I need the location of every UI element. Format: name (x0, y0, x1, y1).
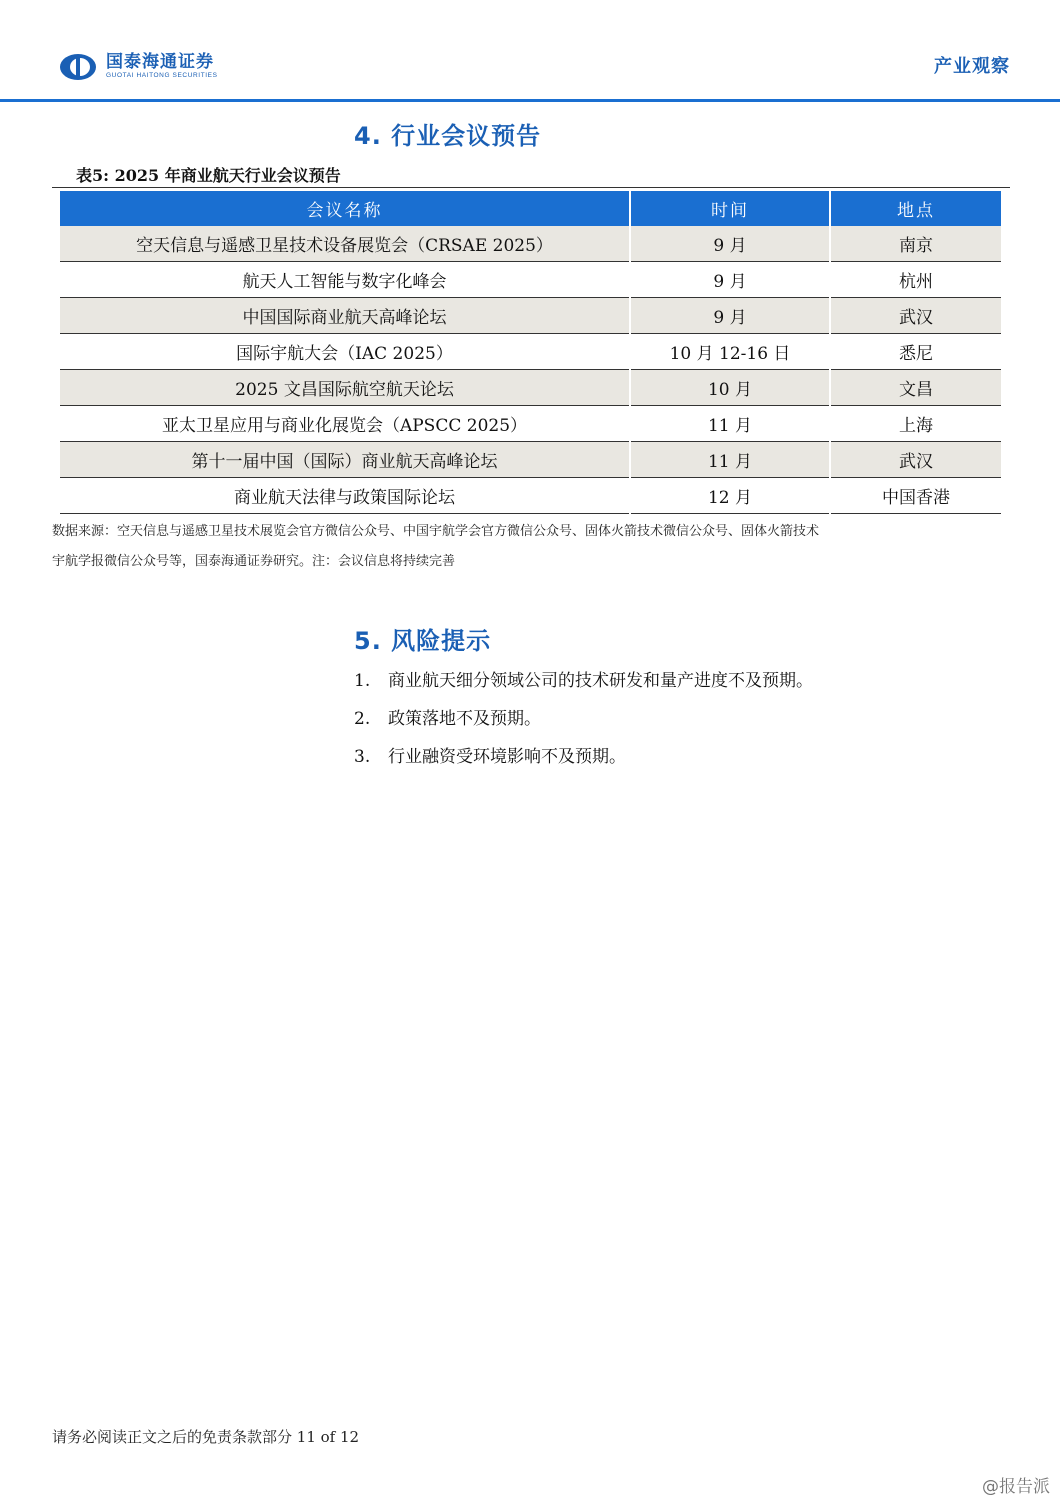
conference-time-cell: 12 月 (630, 478, 830, 514)
table-row (60, 406, 1001, 442)
table-row (60, 370, 1001, 406)
conference-name-cell: 商业航天法律与政策国际论坛 (60, 478, 630, 514)
logo-english-text: GUOTAI HAITONG SECURITIES (106, 72, 218, 79)
table-source-note (52, 517, 1007, 577)
page-header (0, 0, 1060, 104)
conference-location-cell: 文昌 (830, 370, 1001, 406)
table-row (60, 478, 1001, 514)
conference-location-cell: 杭州 (830, 262, 1001, 298)
footer-disclaimer: 请务必阅读正文之后的免责条款部分 11 of 12 (52, 1428, 360, 1446)
company-logo (58, 52, 218, 82)
conference-name-cell: 第十一届中国（国际）商业航天高峰论坛 (60, 442, 630, 478)
conference-location-cell: 上海 (830, 406, 1001, 442)
watermark: @报告派 (982, 1477, 1050, 1497)
conference-name-cell: 亚太卫星应用与商业化展览会（APSCC 2025） (60, 406, 630, 442)
table-top-rule (52, 187, 1010, 188)
risk-list (354, 666, 813, 780)
conference-location-cell: 武汉 (830, 298, 1001, 334)
conference-location-cell: 武汉 (830, 442, 1001, 478)
section-4-title: 4. 行业会议预告 (354, 122, 542, 150)
column-header-location: 地点 (830, 191, 1001, 226)
source-line-1: 数据来源：空天信息与遥感卫星技术展览会官方微信公众号、中国宇航学会官方微信公众号、固体火箭技术微信公众号、固体火箭技术 (52, 524, 820, 539)
table-caption: 表5: 2025 年商业航天行业会议预告 (76, 166, 341, 185)
conference-time-cell: 9 月 (630, 298, 830, 334)
list-item-number: 3. (354, 747, 371, 767)
report-category: 产业观察 (934, 56, 1010, 77)
conference-time-cell: 10 月 (630, 370, 830, 406)
list-item-text: 商业航天细分领域公司的技术研发和量产进度不及预期。 (388, 671, 813, 691)
list-item-number: 2. (354, 709, 371, 729)
table-header-row (60, 191, 1001, 226)
table-row (60, 442, 1001, 478)
conference-time-cell: 11 月 (630, 406, 830, 442)
list-item (354, 742, 813, 780)
column-header-time: 时间 (630, 191, 830, 226)
list-item-text: 政策落地不及预期。 (388, 709, 541, 729)
logo-chinese-text: 国泰海通证券 (106, 52, 214, 72)
table-row (60, 334, 1001, 370)
conference-name-cell: 航天人工智能与数字化峰会 (60, 262, 630, 298)
table-row (60, 298, 1001, 334)
list-item (354, 666, 813, 704)
conference-location-cell: 悉尼 (830, 334, 1001, 370)
logo-mark-icon (58, 52, 98, 82)
conference-time-cell: 11 月 (630, 442, 830, 478)
table-row (60, 226, 1001, 262)
conference-name-cell: 中国国际商业航天高峰论坛 (60, 298, 630, 334)
source-line-2: 宇航学报微信公众号等，国泰海通证券研究。注：会议信息将持续完善 (52, 554, 456, 569)
list-item-number: 1. (354, 671, 371, 691)
conference-time-cell: 10 月 12-16 日 (630, 334, 830, 370)
column-header-name: 会议名称 (60, 191, 630, 226)
section-5-title: 5. 风险提示 (354, 627, 492, 655)
conference-location-cell: 中国香港 (830, 478, 1001, 514)
list-item (354, 704, 813, 742)
conference-time-cell: 9 月 (630, 226, 830, 262)
conference-name-cell: 空天信息与遥感卫星技术设备展览会（CRSAE 2025） (60, 226, 630, 262)
conference-location-cell: 南京 (830, 226, 1001, 262)
list-item-text: 行业融资受环境影响不及预期。 (388, 747, 626, 767)
header-divider (0, 99, 1060, 102)
conference-table (60, 191, 1001, 514)
conference-name-cell: 2025 文昌国际航空航天论坛 (60, 370, 630, 406)
table-row (60, 262, 1001, 298)
conference-name-cell: 国际宇航大会（IAC 2025） (60, 334, 630, 370)
conference-time-cell: 9 月 (630, 262, 830, 298)
